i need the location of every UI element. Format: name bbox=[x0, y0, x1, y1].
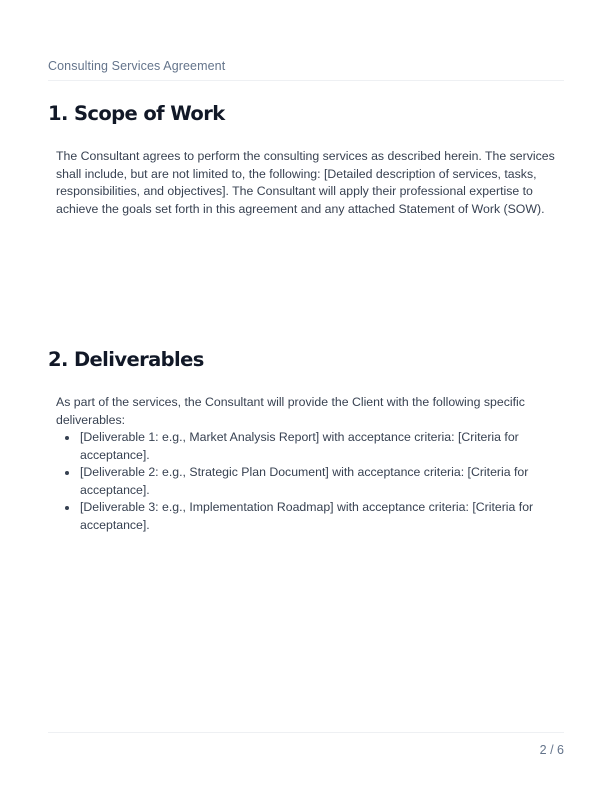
list-item bbox=[80, 499, 558, 534]
deliverables-intro-paragraph: As part of the services, the Consultant will provide the Client with the following specific deliverables: bbox=[56, 395, 525, 427]
section-heading-scope-of-work: 1. Scope of Work bbox=[48, 102, 225, 125]
header-divider bbox=[48, 80, 564, 81]
deliverable-text: [Deliverable 3: e.g., Implementation Roadmap] with acceptance criteria: [Criteria for acceptance]. bbox=[80, 500, 534, 532]
bullet-icon bbox=[65, 506, 69, 510]
scope-of-work-paragraph: The Consultant agrees to perform the consulting services as described herein. The services shall include, but are not limited to, the following: [Detailed description of services, tasks, responsibilities, and objectives]. The Consultant will apply their professional expertise to achieve the goals set forth in this agreement and any attached Statement of Work (SOW). bbox=[56, 149, 555, 216]
list-item bbox=[80, 429, 558, 464]
deliverable-text: [Deliverable 1: e.g., Market Analysis Report] with acceptance criteria: [Criteria for acceptance]. bbox=[80, 430, 519, 462]
footer-divider bbox=[48, 732, 564, 733]
deliverable-text: [Deliverable 2: e.g., Strategic Plan Document] with acceptance criteria: [Criteria for acceptance]. bbox=[80, 465, 529, 497]
deliverables-list bbox=[56, 429, 558, 534]
section-heading-deliverables: 2. Deliverables bbox=[48, 348, 204, 371]
page-number: 2 / 6 bbox=[539, 743, 564, 757]
document-header-title: Consulting Services Agreement bbox=[48, 59, 226, 73]
bullet-icon bbox=[65, 436, 69, 440]
list-item bbox=[80, 464, 558, 499]
bullet-icon bbox=[65, 471, 69, 475]
